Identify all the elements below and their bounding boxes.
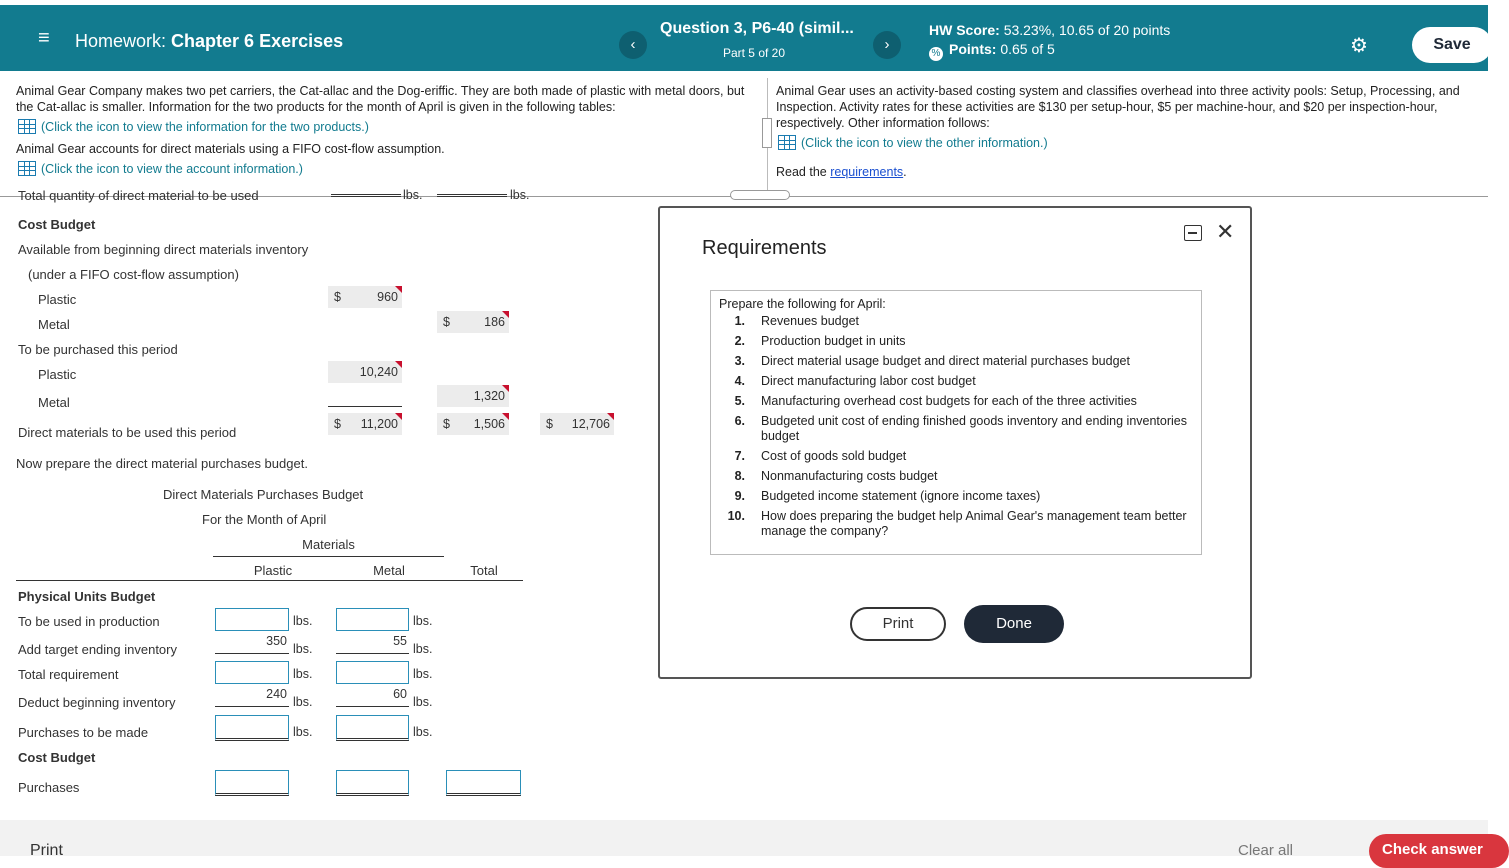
metal-total-req-input[interactable] xyxy=(336,661,409,684)
metal-beginning-value: 60 xyxy=(336,687,409,707)
menu-icon[interactable]: ≡ xyxy=(38,27,50,49)
metal-label: Metal xyxy=(38,317,70,332)
intro-right-paragraph: Animal Gear uses an activity-based costing system and classifies overhead into three activity pools: Setup, Processing, and Inspection. Activity rates for these activities are $130 per setup-hour, $5 per machine-hour, and $20 per inspection-hour, respectively. Other information follows: xyxy=(776,84,1460,130)
requirement-text: Budgeted unit cost of ending finished goods inventory and ending inventories budget xyxy=(761,414,1187,443)
plastic-purchase-cell xyxy=(328,361,402,383)
question-title: Question 3, P6-40 (simil... xyxy=(660,20,854,37)
clear-all-button[interactable]: Clear all xyxy=(1238,842,1294,859)
unit-label: lbs. xyxy=(413,725,433,739)
homework-prefix: Homework: xyxy=(75,31,167,51)
unit-label: lbs. xyxy=(413,667,433,681)
requirement-item xyxy=(719,414,1201,444)
done-button[interactable]: Done xyxy=(964,605,1064,643)
metal-purchase-value: 1,320 xyxy=(473,389,505,403)
intro-left-paragraph: Animal Gear Company makes two pet carriers, the Cat-allac and the Dog-eriffic. They are both made of plastic with metal doors, but the Cat-allac is smaller. Information for the two products for the month of April is given in the following tables: xyxy=(16,84,745,114)
dollar-sign: $ xyxy=(546,417,553,431)
requirement-text: Manufacturing overhead cost budgets for each of the three activities xyxy=(761,394,1137,408)
other-info-link[interactable] xyxy=(778,135,1048,150)
cutoff-plastic-cell xyxy=(331,187,401,197)
requirement-number: 6. xyxy=(734,414,745,428)
purchases-label: Purchases xyxy=(18,780,80,795)
row-label: Purchases to be made xyxy=(18,725,149,740)
requirement-text: Direct material usage budget and direct material purchases budget xyxy=(761,354,1130,368)
plastic-purchase-value: 10,240 xyxy=(359,365,398,379)
metal-purchases-input[interactable] xyxy=(336,715,409,741)
modal-title: Requirements xyxy=(702,237,827,259)
row-label: Add target ending inventory xyxy=(18,642,177,657)
plastic-target-value: 350 xyxy=(215,634,289,654)
requirements-list xyxy=(719,314,1201,539)
requirement-item xyxy=(719,469,1201,484)
requirement-number: 1. xyxy=(734,314,745,328)
previous-question-button[interactable]: ‹ xyxy=(619,31,647,59)
requirement-item xyxy=(719,374,1201,389)
answer-flag-icon xyxy=(395,413,402,420)
requirement-number: 7. xyxy=(734,449,745,463)
hw-score-label: HW Score: xyxy=(929,22,1000,38)
unit-label: lbs. xyxy=(293,695,313,709)
purchases-title: Direct Materials Purchases Budget xyxy=(163,487,364,502)
dollar-sign: $ xyxy=(334,290,341,304)
requirement-number: 8. xyxy=(734,469,745,483)
pane-resize-handle[interactable] xyxy=(762,118,772,148)
modal-print-button[interactable]: Print xyxy=(850,607,946,641)
read-requirements xyxy=(776,164,907,180)
plastic-total-cell xyxy=(328,413,402,435)
read-prefix: Read the xyxy=(776,165,827,179)
plastic-total-value: 11,200 xyxy=(360,417,398,431)
grand-total-cell xyxy=(540,413,614,435)
requirement-item xyxy=(719,509,1201,539)
close-icon[interactable]: ✕ xyxy=(1216,219,1235,244)
row-label: To be used in production xyxy=(18,614,160,629)
available-label: Available from beginning direct materials inventory xyxy=(18,242,309,257)
requirement-number: 3. xyxy=(734,354,745,368)
unit-label: lbs. xyxy=(413,695,433,709)
unit-label: lbs. xyxy=(293,614,313,628)
col-total-header: Total xyxy=(470,563,498,578)
plastic-purchases-input[interactable] xyxy=(215,715,289,741)
total-cost-input[interactable] xyxy=(446,770,521,796)
metal-purchase-cell xyxy=(437,385,509,407)
plastic-begin-cell xyxy=(328,286,402,308)
purchases-subtitle: For the Month of April xyxy=(202,512,327,527)
metal-begin-cell xyxy=(437,311,509,333)
check-answer-button[interactable]: Check answer xyxy=(1369,834,1509,868)
metal-begin-value: 186 xyxy=(484,315,505,329)
other-info-link-text: (Click the icon to view the other information.) xyxy=(801,136,1048,150)
answer-flag-icon xyxy=(502,385,509,392)
points-label: Points: xyxy=(949,41,997,57)
row-label: Total requirement xyxy=(18,667,119,682)
materials-header: Materials xyxy=(213,537,444,557)
homework-chapter: Chapter 6 Exercises xyxy=(171,31,344,51)
subtotal-line xyxy=(328,406,402,407)
account-info-link[interactable] xyxy=(18,161,303,176)
requirement-text: Direct manufacturing labor cost budget xyxy=(761,374,976,388)
plastic-total-req-input[interactable] xyxy=(215,661,289,684)
requirement-number: 5. xyxy=(734,394,745,408)
dollar-sign: $ xyxy=(443,315,450,329)
requirements-link[interactable]: requirements xyxy=(830,165,904,179)
to-purchase-label: To be purchased this period xyxy=(18,342,178,357)
answer-flag-icon xyxy=(395,286,402,293)
dollar-sign: $ xyxy=(334,417,341,431)
hw-score-value: 53.23%, 10.65 of 20 points xyxy=(1003,22,1171,38)
metal-target-value: 55 xyxy=(336,634,409,654)
print-button[interactable]: Print xyxy=(30,842,63,859)
settings-gear-icon[interactable]: ⚙ xyxy=(1350,35,1368,57)
cost-budget-heading: Cost Budget xyxy=(18,750,96,765)
requirement-item xyxy=(719,314,1201,329)
cutoff-unit: lbs. xyxy=(510,188,530,202)
answer-flag-icon xyxy=(502,413,509,420)
question-part: Part 5 of 20 xyxy=(722,46,786,60)
cutoff-metal-cell xyxy=(437,187,507,197)
requirement-text: Revenues budget xyxy=(761,314,859,328)
requirements-box xyxy=(710,290,1202,555)
table-icon xyxy=(778,135,796,150)
products-info-link[interactable] xyxy=(18,119,369,134)
plastic-beginning-value: 240 xyxy=(215,687,289,707)
cost-budget-heading: Cost Budget xyxy=(18,217,96,232)
unit-label: lbs. xyxy=(293,642,313,656)
requirements-lead: Prepare the following for April: xyxy=(719,297,886,311)
requirement-item xyxy=(719,394,1201,409)
col-metal-header: Metal xyxy=(373,563,405,578)
col-plastic-header: Plastic xyxy=(253,563,293,578)
points-value: 0.65 of 5 xyxy=(1000,41,1055,57)
requirement-number: 4. xyxy=(734,374,745,388)
next-question-button[interactable]: › xyxy=(873,31,901,59)
requirement-text: Budgeted income statement (ignore income taxes) xyxy=(761,489,1041,503)
products-info-link-text: (Click the icon to view the information for the two products.) xyxy=(41,120,369,134)
top-bar xyxy=(0,5,1488,71)
requirement-number: 9. xyxy=(734,489,745,503)
save-button[interactable]: Save xyxy=(1412,27,1492,63)
unit-label: lbs. xyxy=(413,642,433,656)
requirement-text: How does preparing the budget help Animal Gear's management team better manage the company? xyxy=(761,509,1187,538)
metal-cost-input[interactable] xyxy=(336,770,409,796)
requirement-item xyxy=(719,449,1201,464)
unit-label: lbs. xyxy=(413,614,433,628)
requirement-item xyxy=(719,489,1201,504)
plastic-used-input[interactable] xyxy=(215,608,289,631)
cutoff-unit: lbs. xyxy=(403,188,423,202)
unit-label: lbs. xyxy=(293,667,313,681)
partial-credit-icon: % xyxy=(929,47,943,61)
homework-title xyxy=(75,31,343,52)
answer-flag-icon xyxy=(607,413,614,420)
fifo-text: Animal Gear accounts for direct materials using a FIFO cost-flow assumption. xyxy=(16,142,445,156)
grand-total-value: 12,706 xyxy=(571,417,610,431)
account-info-link-text: (Click the icon to view the account information.) xyxy=(41,162,303,176)
row-label: Deduct beginning inventory xyxy=(18,695,176,710)
requirement-number: 2. xyxy=(734,334,745,348)
footer-bar xyxy=(0,820,1488,859)
table-icon xyxy=(18,161,36,176)
metal-total-cell xyxy=(437,413,509,435)
points xyxy=(929,41,1055,61)
answer-flag-icon xyxy=(502,311,509,318)
table-icon xyxy=(18,119,36,134)
purchases-instruction: Now prepare the direct material purchases budget. xyxy=(16,456,308,471)
fifo-note: (under a FIFO cost-flow assumption) xyxy=(28,267,239,282)
plastic-begin-value: 960 xyxy=(377,290,398,304)
metal-total-value: 1,506 xyxy=(473,417,505,431)
requirement-item xyxy=(719,354,1201,369)
requirement-number: 10. xyxy=(727,509,745,523)
requirement-text: Production budget in units xyxy=(761,334,906,348)
metal-used-input[interactable] xyxy=(336,608,409,631)
requirements-modal xyxy=(658,206,1252,679)
read-suffix: . xyxy=(903,165,907,179)
dollar-sign: $ xyxy=(443,417,450,431)
minimize-icon[interactable] xyxy=(1184,225,1202,241)
cutoff-label: Total quantity of direct material to be used xyxy=(18,188,259,203)
header-rule xyxy=(16,580,523,581)
unit-label: lbs. xyxy=(293,725,313,739)
used-label: Direct materials to be used this period xyxy=(18,425,237,440)
plastic-label: Plastic xyxy=(38,292,77,307)
hw-score xyxy=(929,22,1170,38)
metal-label: Metal xyxy=(38,395,70,410)
plastic-label: Plastic xyxy=(38,367,77,382)
requirement-text: Nonmanufacturing costs budget xyxy=(761,469,938,483)
requirement-item xyxy=(719,334,1201,349)
cutoff-row xyxy=(0,188,650,204)
requirement-text: Cost of goods sold budget xyxy=(761,449,907,463)
split-grip[interactable] xyxy=(730,190,790,200)
physical-units-heading: Physical Units Budget xyxy=(18,589,156,604)
plastic-cost-input[interactable] xyxy=(215,770,289,796)
answer-flag-icon xyxy=(395,361,402,368)
